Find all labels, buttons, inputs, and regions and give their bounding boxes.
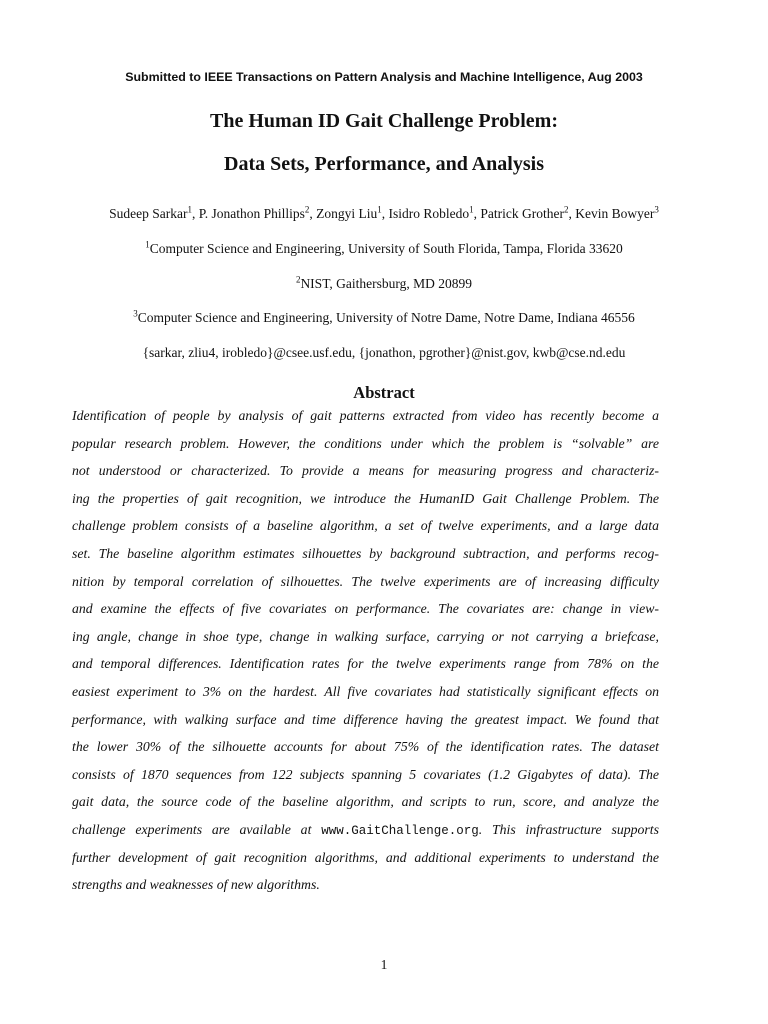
abstract-line: performance, with walking surface and time difference having the greatest impact. We found that xyxy=(72,711,659,727)
author-separator: , xyxy=(309,206,317,221)
affiliation-1 xyxy=(0,241,768,257)
abstract-line: the lower 30% of the silhouette accounts for about 75% of the identification rates. The dataset xyxy=(72,739,659,755)
affiliation-2 xyxy=(0,276,768,292)
abstract-line: challenge problem consists of a baseline algorithm, a set of twelve experiments, and a large data xyxy=(72,518,659,534)
abstract-line: gait data, the source code of the baseline algorithm, and scripts to run, score, and analyze the xyxy=(72,794,659,810)
abstract-line: and examine the effects of five covariates on performance. The covariates are: change in view- xyxy=(72,601,659,617)
abstract-line: ing the properties of gait recognition, we introduce the HumanID Gait Challenge Problem. The xyxy=(72,490,659,506)
paper-title-line-1: The Human ID Gait Challenge Problem: xyxy=(210,110,558,132)
abstract-line: Identification of people by analysis of gait patterns extracted from video has recently become a xyxy=(72,408,659,423)
affiliation-text: Computer Science and Engineering, University of Notre Dame, Notre Dame, Indiana 46556 xyxy=(137,310,635,325)
author-affiliation-marker: 2 xyxy=(564,204,569,215)
abstract-line-with-url xyxy=(72,816,659,844)
abstract-url-after: . This infrastructure supports xyxy=(478,821,659,837)
abstract-line: set. The baseline algorithm estimates silhouettes by background subtraction, and performs recog- xyxy=(72,545,659,561)
author-emails: {sarkar, zliu4, irobledo}@csee.usf.edu, {jonathon, pgrother}@nist.gov, kwb@cse.nd.edu xyxy=(142,345,626,360)
abstract-url-before: challenge experiments are available at xyxy=(72,821,322,837)
gait-challenge-url[interactable]: www.GaitChallenge.org xyxy=(321,823,479,838)
abstract-line: further development of gait recognition algorithms, and additional experiments to understand the xyxy=(72,849,659,865)
author-affiliation-marker: 1 xyxy=(377,204,382,215)
abstract-line-last: strengths and weaknesses of new algorithms. xyxy=(72,877,320,893)
author-list xyxy=(0,206,768,222)
abstract-line: consists of 1870 sequences from 122 subjects spanning 5 covariates (1.2 Gigabytes of data). The xyxy=(72,766,659,782)
page-number: 1 xyxy=(380,957,388,972)
abstract-line: and temporal differences. Identification rates for the twelve experiments range from 78% on the xyxy=(72,656,659,672)
author-affiliation-marker: 2 xyxy=(304,204,310,215)
author-name: P. Jonathon Phillips xyxy=(198,206,305,221)
journal-header: Submitted to IEEE Transactions on Pattern Analysis and Machine Intelligence, Aug 2003 xyxy=(125,70,643,84)
author-separator: , xyxy=(473,206,481,221)
affiliation-3 xyxy=(0,310,768,326)
author-separator: , xyxy=(191,206,199,221)
author-separator: , xyxy=(568,206,576,221)
author-affiliation-marker: 3 xyxy=(654,204,659,215)
affiliation-marker: 1 xyxy=(145,239,150,250)
affiliation-marker: 2 xyxy=(295,274,301,285)
abstract-line: easiest experiment to 3% on the hardest. All five covariates had statistically significant effects on xyxy=(72,683,659,699)
author-name: Patrick Grother xyxy=(480,206,564,221)
author-name: Isidro Robledo xyxy=(388,206,470,221)
author-name: Kevin Bowyer xyxy=(575,206,655,221)
abstract-heading: Abstract xyxy=(353,383,415,402)
author-affiliation-marker: 1 xyxy=(469,204,474,215)
affiliation-text: NIST, Gaithersburg, MD 20899 xyxy=(300,276,473,291)
author-separator: , xyxy=(381,206,389,221)
abstract-line: not understood or characterized. To provide a means for measuring progress and characteriz- xyxy=(72,463,659,479)
abstract-body xyxy=(72,402,659,899)
author-name: Sudeep Sarkar xyxy=(109,206,188,221)
abstract-line: popular research problem. However, the conditions under which the problem is “solvable” are xyxy=(72,435,659,451)
paper-title-line-2: Data Sets, Performance, and Analysis xyxy=(224,153,544,175)
abstract-line: nition by temporal correlation of silhouettes. The twelve experiments are of increasing difficulty xyxy=(72,573,659,589)
affiliation-text: Computer Science and Engineering, University of South Florida, Tampa, Florida 33620 xyxy=(149,241,623,256)
abstract-line: ing angle, change in shoe type, change in walking surface, carrying or not carrying a briefcase, xyxy=(72,628,659,644)
author-name: Zongyi Liu xyxy=(316,206,378,221)
author-affiliation-marker: 1 xyxy=(187,204,192,215)
affiliation-marker: 3 xyxy=(133,308,138,319)
